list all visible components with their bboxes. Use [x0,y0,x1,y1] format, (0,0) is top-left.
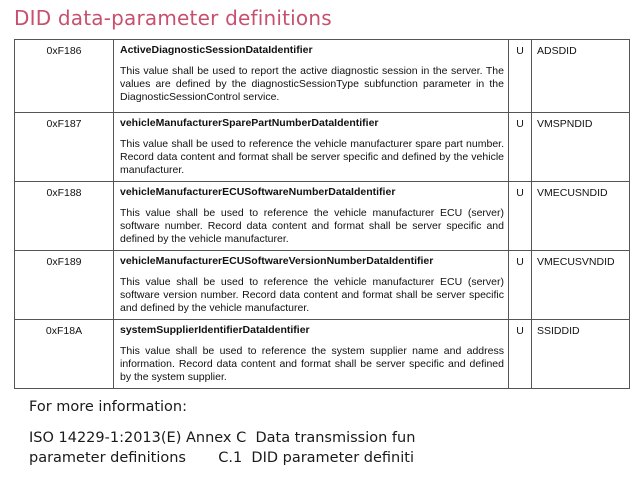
reference-line-2: parameter definitions C.1 DID parameter definiti [29,450,414,466]
did-description-cell [114,182,509,251]
did-name: systemSupplierIdentifierDataIdentifier [120,324,310,336]
did-id-cell: 0xF187 [15,113,114,182]
did-description: This value shall be used to reference the vehicle manufacturer ECU (server) software version number. Record data content and format shall be server specific and defined by the vehicle manufacturer. [120,276,504,314]
did-description-cell [114,251,509,320]
did-id-cell: 0xF189 [15,251,114,320]
did-id-cell: 0xF18A [15,320,114,389]
did-access-cell: U [509,251,532,320]
table-row [15,251,630,320]
table-row [15,320,630,389]
did-access-cell: U [509,182,532,251]
did-description: This value shall be used to report the active diagnostic session in the server. The values are defined by the diagnosticSessionType subfunction parameter in the DiagnosticSessionControl service. [120,65,504,103]
did-access-cell: U [509,40,532,113]
did-id-cell: 0xF188 [15,182,114,251]
did-access-cell: U [509,320,532,389]
did-mnemonic-cell: ADSDID [532,40,630,113]
did-table [14,39,630,389]
did-id-cell: 0xF186 [15,40,114,113]
did-access-cell: U [509,113,532,182]
did-description-cell [114,320,509,389]
did-name: vehicleManufacturerSparePartNumberDataIdentifier [120,117,379,129]
did-mnemonic-cell: VMECUSVNDID [532,251,630,320]
more-info-label: For more information: [29,399,188,415]
table-row [15,113,630,182]
table-row [15,40,630,113]
did-name: ActiveDiagnosticSessionDataIdentifier [120,44,313,56]
reference-text [29,428,415,468]
did-mnemonic-cell: VMSPNDID [532,113,630,182]
did-description: This value shall be used to reference the vehicle manufacturer ECU (server) software number. Record data content and format shall be server specific and defined by the vehicle manufacturer. [120,207,504,245]
page-title: DID data-parameter definitions [14,6,332,30]
did-description-cell [114,40,509,113]
reference-line-1: ISO 14229-1:2013(E) Annex C Data transmission fun [29,430,416,446]
did-description: This value shall be used to reference the system supplier name and address information. Record data content and format shall be server specific and defined by the system supplier. [120,345,504,383]
did-description-cell [114,113,509,182]
did-name: vehicleManufacturerECUSoftwareNumberDataIdentifier [120,186,396,198]
text-fade-overlay [450,426,570,472]
did-mnemonic-cell: SSIDDID [532,320,630,389]
did-mnemonic-cell: VMECUSNDID [532,182,630,251]
table-row [15,182,630,251]
did-name: vehicleManufacturerECUSoftwareVersionNumberDataIdentifier [120,255,434,267]
did-description: This value shall be used to reference the vehicle manufacturer spare part number. Record data content and format shall be server specific and defined by the vehicle manufacturer. [120,138,504,176]
